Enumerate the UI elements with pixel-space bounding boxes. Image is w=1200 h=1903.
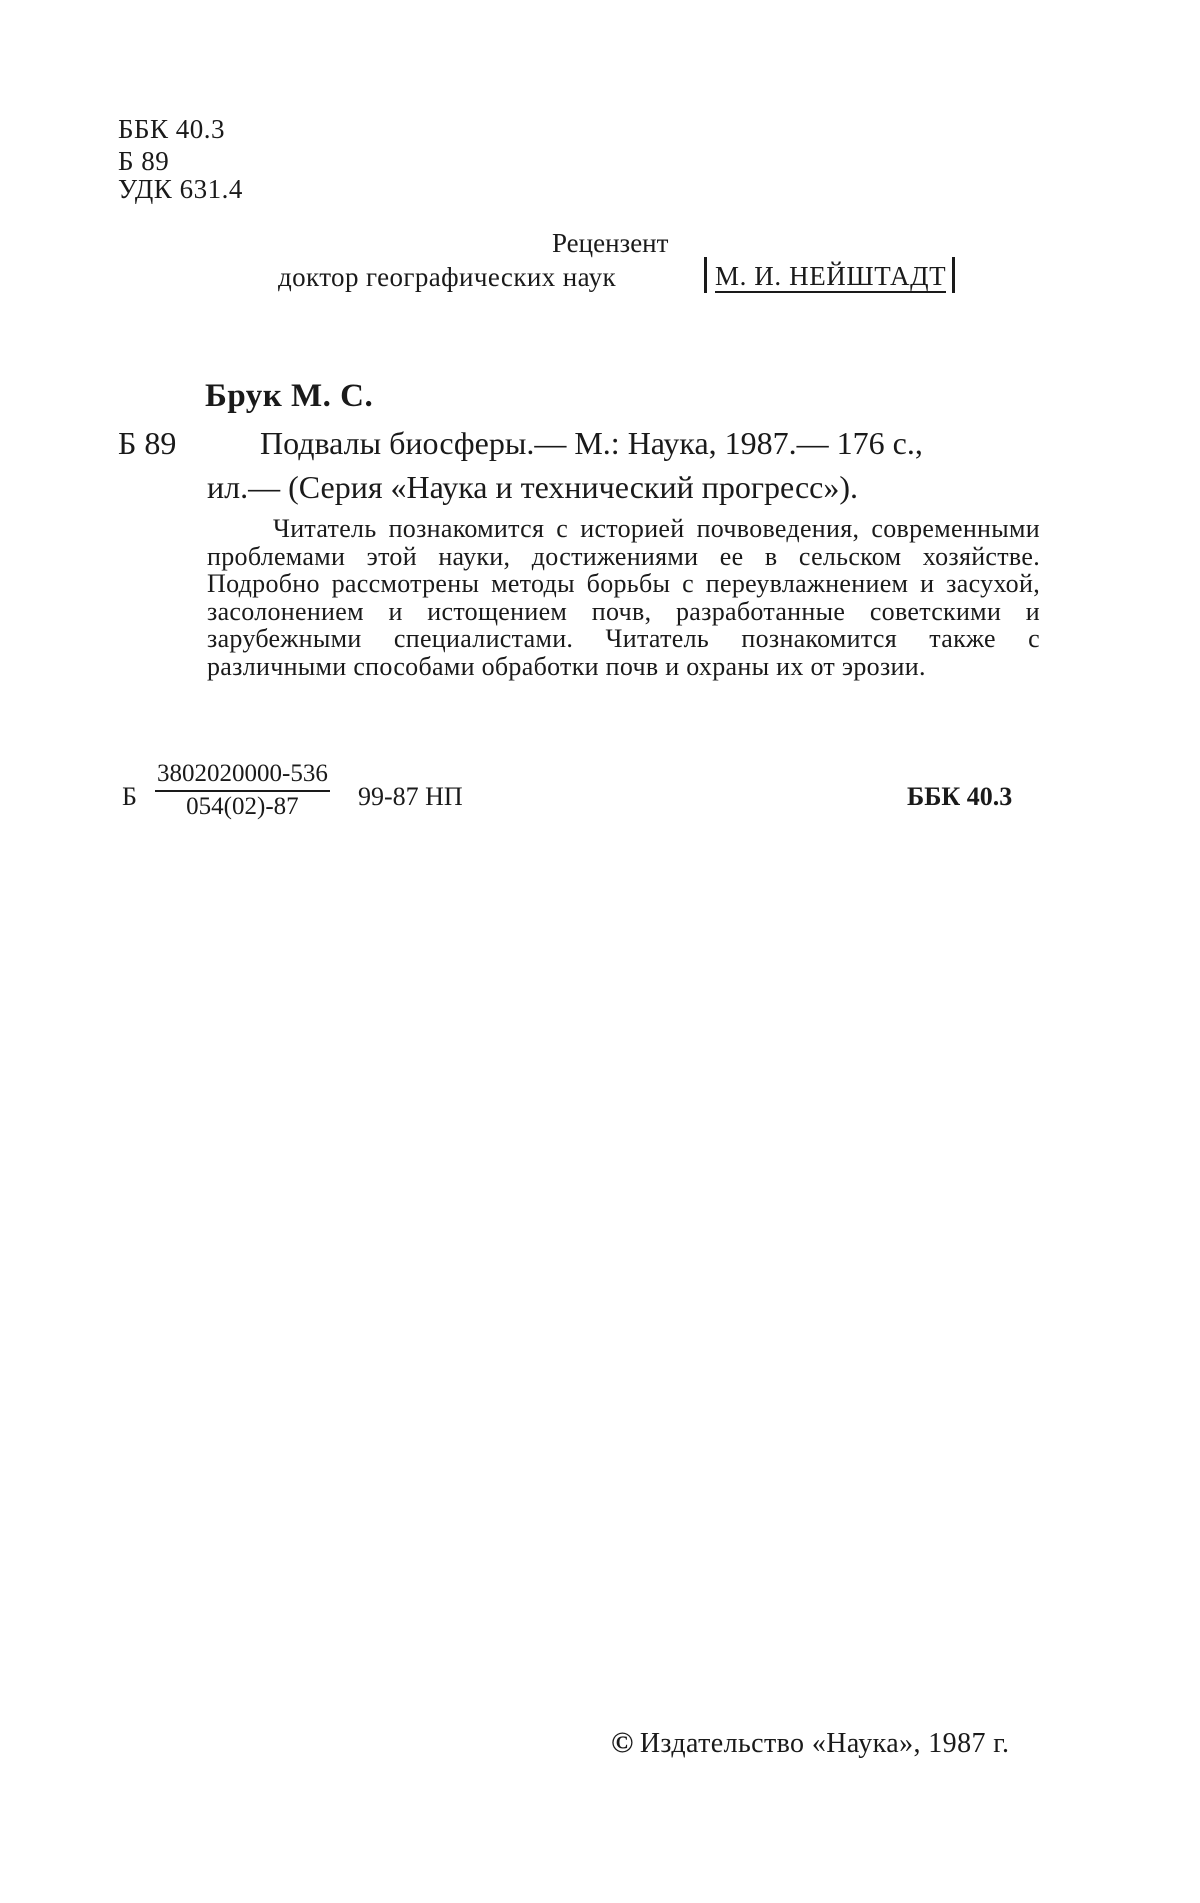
bbk-code: ББК 40.3	[118, 114, 226, 144]
bbk-index-right: ББК 40.3	[907, 782, 1013, 811]
annotation-paragraph: Читатель познакомится с историей почвоведения, современными проблемами этой науки, достижениями ее в сельском хозяйстве. Подробно рассмотрены методы борьбы с переувлажнением и засухой, засолонением и истощением почв, разработанные советскими и зарубежными специалистами. Читатель познакомится также с различными способами обработки почв и охраны их от эрозии.	[207, 514, 1040, 681]
biblio-line2: ил.— (Серия «Наука и технический прогресс»).	[207, 469, 859, 505]
reviewer-label: Рецензент	[552, 228, 669, 258]
copyright-text: Издательство «Наука», 1987 г.	[639, 1728, 1010, 1759]
index-numerator: 3802020000-536	[155, 760, 330, 792]
series-code: 99-87 НП	[358, 782, 463, 811]
author-mark: Б 89	[118, 146, 170, 176]
copyright-line	[611, 1726, 1009, 1760]
copyright-icon: ©	[611, 1726, 634, 1759]
reviewer-name: М. И. НЕЙШТАДТ	[715, 261, 947, 291]
index-letter: Б	[122, 782, 137, 811]
reviewer-title: доктор географических наук	[278, 262, 617, 292]
reviewer-name-box	[704, 257, 955, 293]
udk-code: УДК 631.4	[118, 174, 243, 204]
biblio-code: Б 89	[118, 425, 177, 461]
biblio-line1: Подвалы биосферы.— М.: Наука, 1987.— 176 с.,	[260, 425, 923, 461]
index-denominator: 054(02)-87	[186, 793, 299, 820]
author-heading: Брук М. С.	[205, 378, 374, 414]
index-fraction	[155, 760, 330, 822]
